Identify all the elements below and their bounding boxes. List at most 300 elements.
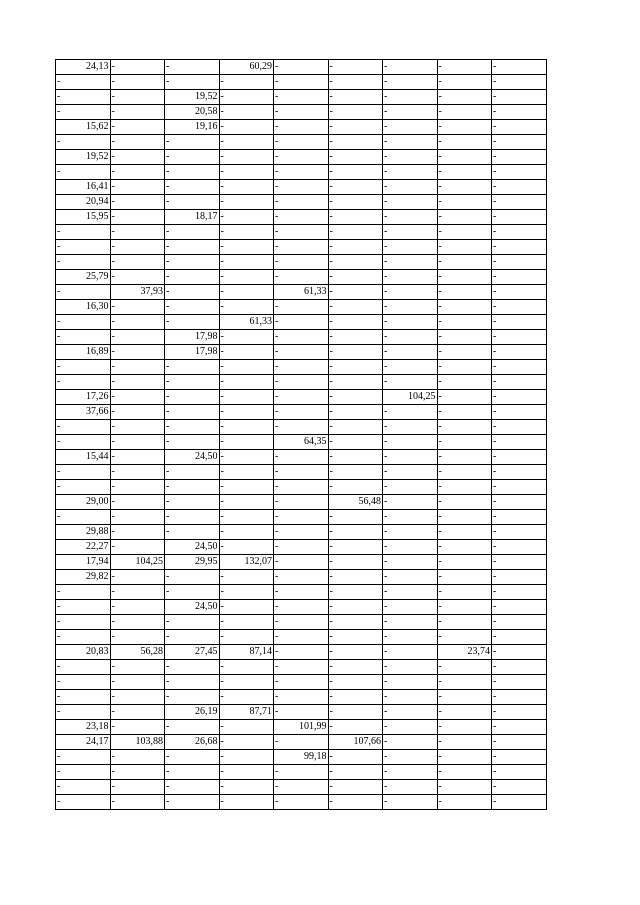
table-row	[56, 660, 547, 675]
table-cell: 29,82	[56, 570, 111, 585]
table-cell: -	[437, 465, 492, 480]
table-cell: -	[110, 105, 165, 120]
table-cell: 24,50	[165, 450, 220, 465]
table-row	[56, 570, 547, 585]
table-cell: -	[165, 135, 220, 150]
table-cell: -	[110, 510, 165, 525]
table-cell: -	[492, 345, 547, 360]
table-cell: 132,07	[219, 555, 274, 570]
table-cell: -	[165, 570, 220, 585]
table-cell: -	[274, 60, 329, 75]
table-cell: -	[110, 420, 165, 435]
table-cell: 104,25	[110, 555, 165, 570]
table-cell: -	[165, 390, 220, 405]
table-cell: -	[274, 765, 329, 780]
table-cell: 16,30	[56, 300, 111, 315]
table-cell: -	[328, 750, 383, 765]
table-cell: 15,95	[56, 210, 111, 225]
table-cell: -	[219, 90, 274, 105]
table-cell: -	[437, 270, 492, 285]
table-cell: -	[165, 165, 220, 180]
table-cell: -	[274, 120, 329, 135]
table-cell: -	[383, 705, 438, 720]
table-cell: 17,26	[56, 390, 111, 405]
table-cell: -	[492, 360, 547, 375]
table-cell: -	[383, 675, 438, 690]
table-cell: -	[274, 795, 329, 810]
table-cell: -	[328, 660, 383, 675]
table-cell: -	[219, 510, 274, 525]
table-cell: -	[492, 615, 547, 630]
table-cell: -	[165, 750, 220, 765]
table-cell: -	[328, 555, 383, 570]
table-cell: -	[110, 60, 165, 75]
table-row	[56, 240, 547, 255]
table-cell: -	[219, 285, 274, 300]
table-cell: -	[56, 360, 111, 375]
table-cell: -	[328, 465, 383, 480]
table-cell: -	[383, 720, 438, 735]
table-cell: -	[274, 465, 329, 480]
table-cell: -	[383, 360, 438, 375]
table-row	[56, 525, 547, 540]
table-cell: -	[328, 105, 383, 120]
table-cell: -	[383, 750, 438, 765]
table-cell: -	[56, 795, 111, 810]
table-cell: -	[492, 165, 547, 180]
table-cell: -	[383, 285, 438, 300]
table-cell: -	[274, 345, 329, 360]
table-cell: -	[492, 705, 547, 720]
table-row	[56, 255, 547, 270]
table-cell: -	[219, 120, 274, 135]
table-cell: -	[165, 780, 220, 795]
table-cell: -	[383, 210, 438, 225]
table-cell: -	[383, 225, 438, 240]
table-cell: 17,98	[165, 330, 220, 345]
table-cell: 15,44	[56, 450, 111, 465]
table-cell: -	[110, 795, 165, 810]
table-cell: -	[274, 510, 329, 525]
table-cell: 107,66	[328, 735, 383, 750]
table-cell: -	[274, 615, 329, 630]
table-cell: -	[110, 135, 165, 150]
table-cell: -	[274, 405, 329, 420]
table-cell: -	[328, 195, 383, 210]
table-cell: -	[110, 270, 165, 285]
table-cell: -	[110, 690, 165, 705]
table-cell: 19,52	[56, 150, 111, 165]
table-row	[56, 585, 547, 600]
table-cell: 18,17	[165, 210, 220, 225]
table-cell: -	[56, 690, 111, 705]
table-cell: -	[110, 450, 165, 465]
table-cell: -	[110, 240, 165, 255]
table-cell: -	[383, 75, 438, 90]
table-cell: -	[219, 390, 274, 405]
table-cell: -	[328, 345, 383, 360]
table-cell: -	[274, 150, 329, 165]
table-cell: -	[110, 180, 165, 195]
table-cell: -	[492, 405, 547, 420]
table-cell: -	[56, 465, 111, 480]
table-cell: -	[110, 120, 165, 135]
table-cell: -	[328, 510, 383, 525]
table-row	[56, 300, 547, 315]
table-cell: -	[437, 720, 492, 735]
table-cell: -	[328, 675, 383, 690]
table-cell: 23,74	[437, 645, 492, 660]
table-cell: -	[437, 795, 492, 810]
table-cell: -	[328, 120, 383, 135]
table-row	[56, 435, 547, 450]
table-cell: -	[56, 330, 111, 345]
table-cell: -	[56, 285, 111, 300]
table-cell: 99,18	[274, 750, 329, 765]
table-cell: 103,88	[110, 735, 165, 750]
table-cell: -	[437, 780, 492, 795]
table-cell: -	[56, 585, 111, 600]
table-cell: -	[110, 705, 165, 720]
table-cell: 16,89	[56, 345, 111, 360]
table-cell: -	[165, 510, 220, 525]
table-cell: -	[492, 645, 547, 660]
table-cell: -	[110, 375, 165, 390]
table-cell: -	[328, 780, 383, 795]
table-cell: -	[328, 315, 383, 330]
table-cell: -	[274, 420, 329, 435]
table-cell: -	[437, 540, 492, 555]
table-cell: -	[328, 450, 383, 465]
table-cell: -	[110, 315, 165, 330]
table-cell: -	[492, 630, 547, 645]
table-cell: -	[219, 150, 274, 165]
table-cell: -	[383, 255, 438, 270]
table-row	[56, 615, 547, 630]
table-cell: -	[437, 240, 492, 255]
table-cell: -	[165, 225, 220, 240]
table-cell: -	[110, 750, 165, 765]
table-cell: -	[219, 375, 274, 390]
table-cell: -	[437, 360, 492, 375]
table-cell: -	[165, 360, 220, 375]
table-cell: -	[383, 510, 438, 525]
table-cell: -	[437, 480, 492, 495]
table-row	[56, 225, 547, 240]
table-cell: -	[110, 195, 165, 210]
table-cell: -	[383, 795, 438, 810]
table-cell: -	[219, 135, 274, 150]
table-row	[56, 165, 547, 180]
table-cell: -	[219, 525, 274, 540]
table-cell: -	[274, 315, 329, 330]
table-cell: -	[274, 390, 329, 405]
table-row	[56, 735, 547, 750]
table-cell: -	[110, 585, 165, 600]
table-cell: -	[110, 615, 165, 630]
table-cell: -	[274, 375, 329, 390]
table-cell: -	[328, 540, 383, 555]
table-cell: -	[110, 330, 165, 345]
table-cell: -	[219, 180, 274, 195]
table-row	[56, 540, 547, 555]
table-cell: -	[383, 630, 438, 645]
table-cell: -	[383, 90, 438, 105]
table-cell: -	[56, 225, 111, 240]
table-cell: -	[274, 735, 329, 750]
table-cell: -	[110, 765, 165, 780]
table-row	[56, 705, 547, 720]
table-cell: -	[492, 795, 547, 810]
table-cell: 16,41	[56, 180, 111, 195]
table-cell: -	[328, 300, 383, 315]
table-cell: -	[437, 135, 492, 150]
table-cell: -	[328, 240, 383, 255]
table-cell: 19,16	[165, 120, 220, 135]
table-cell: -	[274, 135, 329, 150]
table-cell: -	[383, 495, 438, 510]
table-cell: -	[437, 585, 492, 600]
table-cell: -	[383, 405, 438, 420]
table-cell: -	[383, 660, 438, 675]
table-cell: -	[437, 345, 492, 360]
table-cell: -	[219, 465, 274, 480]
table-cell: -	[274, 240, 329, 255]
table-cell: -	[274, 255, 329, 270]
table-cell: -	[492, 195, 547, 210]
table-cell: -	[328, 405, 383, 420]
table-row	[56, 780, 547, 795]
table-row	[56, 285, 547, 300]
table-cell: -	[328, 705, 383, 720]
table-row	[56, 330, 547, 345]
table-cell: -	[110, 225, 165, 240]
table-cell: -	[383, 420, 438, 435]
table-cell: -	[492, 255, 547, 270]
table-cell: -	[165, 270, 220, 285]
table-cell: -	[492, 60, 547, 75]
table-cell: -	[56, 630, 111, 645]
table-row	[56, 420, 547, 435]
table-cell: -	[219, 360, 274, 375]
table-cell: -	[219, 420, 274, 435]
table-cell: -	[383, 600, 438, 615]
table-cell: -	[219, 675, 274, 690]
table-cell: -	[274, 780, 329, 795]
table-cell: -	[437, 300, 492, 315]
table-cell: -	[219, 345, 274, 360]
table-row	[56, 180, 547, 195]
table-cell: -	[219, 765, 274, 780]
table-row	[56, 750, 547, 765]
table-cell: -	[219, 795, 274, 810]
table-cell: -	[492, 675, 547, 690]
table-cell: -	[437, 405, 492, 420]
table-cell: -	[383, 270, 438, 285]
table-cell: -	[328, 360, 383, 375]
table-cell: -	[274, 165, 329, 180]
table-cell: -	[110, 495, 165, 510]
table-cell: -	[274, 600, 329, 615]
table-cell: -	[219, 630, 274, 645]
table-cell: -	[492, 765, 547, 780]
table-cell: 101,99	[274, 720, 329, 735]
table-row	[56, 495, 547, 510]
table-cell: -	[437, 330, 492, 345]
table-cell: -	[110, 210, 165, 225]
table-cell: -	[219, 435, 274, 450]
table-cell: -	[219, 660, 274, 675]
table-cell: -	[328, 135, 383, 150]
table-cell: -	[219, 570, 274, 585]
table-cell: 37,93	[110, 285, 165, 300]
table-cell: -	[56, 675, 111, 690]
table-cell: -	[56, 615, 111, 630]
table-row	[56, 510, 547, 525]
table-cell: -	[219, 330, 274, 345]
table-cell: -	[328, 390, 383, 405]
table-cell: -	[492, 270, 547, 285]
table-cell: -	[110, 150, 165, 165]
table-cell: -	[165, 585, 220, 600]
table-row	[56, 480, 547, 495]
table-cell: -	[328, 795, 383, 810]
table-cell: -	[219, 480, 274, 495]
table-cell: -	[328, 60, 383, 75]
table-cell: -	[110, 75, 165, 90]
table-cell: -	[274, 660, 329, 675]
table-cell: -	[492, 135, 547, 150]
table-cell: -	[165, 420, 220, 435]
table-row	[56, 630, 547, 645]
table-cell: -	[328, 720, 383, 735]
table-cell: -	[110, 630, 165, 645]
table-cell: -	[165, 720, 220, 735]
table-cell: -	[492, 735, 547, 750]
table-cell: -	[437, 150, 492, 165]
table-cell: -	[219, 405, 274, 420]
table-cell: -	[274, 480, 329, 495]
table-cell: 15,62	[56, 120, 111, 135]
table-row	[56, 210, 547, 225]
table-cell: -	[383, 120, 438, 135]
table-cell: -	[56, 105, 111, 120]
table-cell: -	[274, 675, 329, 690]
table-cell: -	[56, 135, 111, 150]
table-cell: 26,19	[165, 705, 220, 720]
table-cell: -	[437, 750, 492, 765]
table-cell: -	[437, 570, 492, 585]
table-cell: -	[492, 210, 547, 225]
table-row	[56, 795, 547, 810]
table-cell: 20,94	[56, 195, 111, 210]
table-cell: -	[165, 180, 220, 195]
table-cell: -	[492, 570, 547, 585]
table-cell: -	[274, 225, 329, 240]
table-cell: -	[56, 375, 111, 390]
table-cell: -	[328, 150, 383, 165]
table-cell: 19,52	[165, 90, 220, 105]
table-cell: -	[219, 540, 274, 555]
table-cell: -	[437, 375, 492, 390]
table-cell: -	[328, 330, 383, 345]
table-cell: -	[274, 570, 329, 585]
table-cell: -	[492, 525, 547, 540]
table-cell: -	[56, 780, 111, 795]
table-cell: -	[274, 90, 329, 105]
table-cell: -	[383, 645, 438, 660]
table-row	[56, 270, 547, 285]
table-cell: -	[328, 285, 383, 300]
table-cell: -	[165, 765, 220, 780]
table-row	[56, 450, 547, 465]
table-cell: -	[165, 690, 220, 705]
table-cell: -	[328, 90, 383, 105]
table-cell: -	[56, 510, 111, 525]
table-cell: 23,18	[56, 720, 111, 735]
table-row	[56, 105, 547, 120]
table-cell: -	[492, 105, 547, 120]
table-cell: 25,79	[56, 270, 111, 285]
table-cell: 26,68	[165, 735, 220, 750]
table-cell: -	[383, 300, 438, 315]
table-cell: 37,66	[56, 405, 111, 420]
table-cell: -	[492, 315, 547, 330]
table-cell: -	[219, 615, 274, 630]
table-cell: -	[56, 315, 111, 330]
table-cell: -	[165, 255, 220, 270]
table-cell: -	[328, 180, 383, 195]
table-cell: 29,95	[165, 555, 220, 570]
table-cell: -	[492, 285, 547, 300]
table-cell: -	[219, 495, 274, 510]
table-cell: -	[383, 60, 438, 75]
table-cell: -	[274, 630, 329, 645]
table-cell: 56,48	[328, 495, 383, 510]
table-cell: -	[56, 480, 111, 495]
table-cell: -	[165, 630, 220, 645]
table-cell: -	[437, 120, 492, 135]
table-cell: -	[383, 615, 438, 630]
table-cell: -	[437, 555, 492, 570]
table-cell: 24,13	[56, 60, 111, 75]
table-cell: -	[437, 510, 492, 525]
table-cell: -	[274, 75, 329, 90]
table-cell: -	[165, 375, 220, 390]
table-cell: -	[110, 345, 165, 360]
table-cell: -	[165, 300, 220, 315]
table-cell: -	[219, 750, 274, 765]
table-row	[56, 690, 547, 705]
table-cell: 20,83	[56, 645, 111, 660]
table-cell: -	[383, 165, 438, 180]
table-cell: -	[328, 630, 383, 645]
table-cell: -	[110, 780, 165, 795]
table-cell: -	[110, 570, 165, 585]
table-cell: -	[383, 135, 438, 150]
table-row	[56, 135, 547, 150]
table-row	[56, 765, 547, 780]
table-cell: -	[492, 375, 547, 390]
table-cell: -	[165, 435, 220, 450]
table-cell: -	[383, 105, 438, 120]
table-row	[56, 405, 547, 420]
table-cell: -	[383, 345, 438, 360]
table-cell: -	[383, 735, 438, 750]
table-cell: -	[165, 675, 220, 690]
table-cell: -	[383, 450, 438, 465]
table-cell: -	[274, 525, 329, 540]
